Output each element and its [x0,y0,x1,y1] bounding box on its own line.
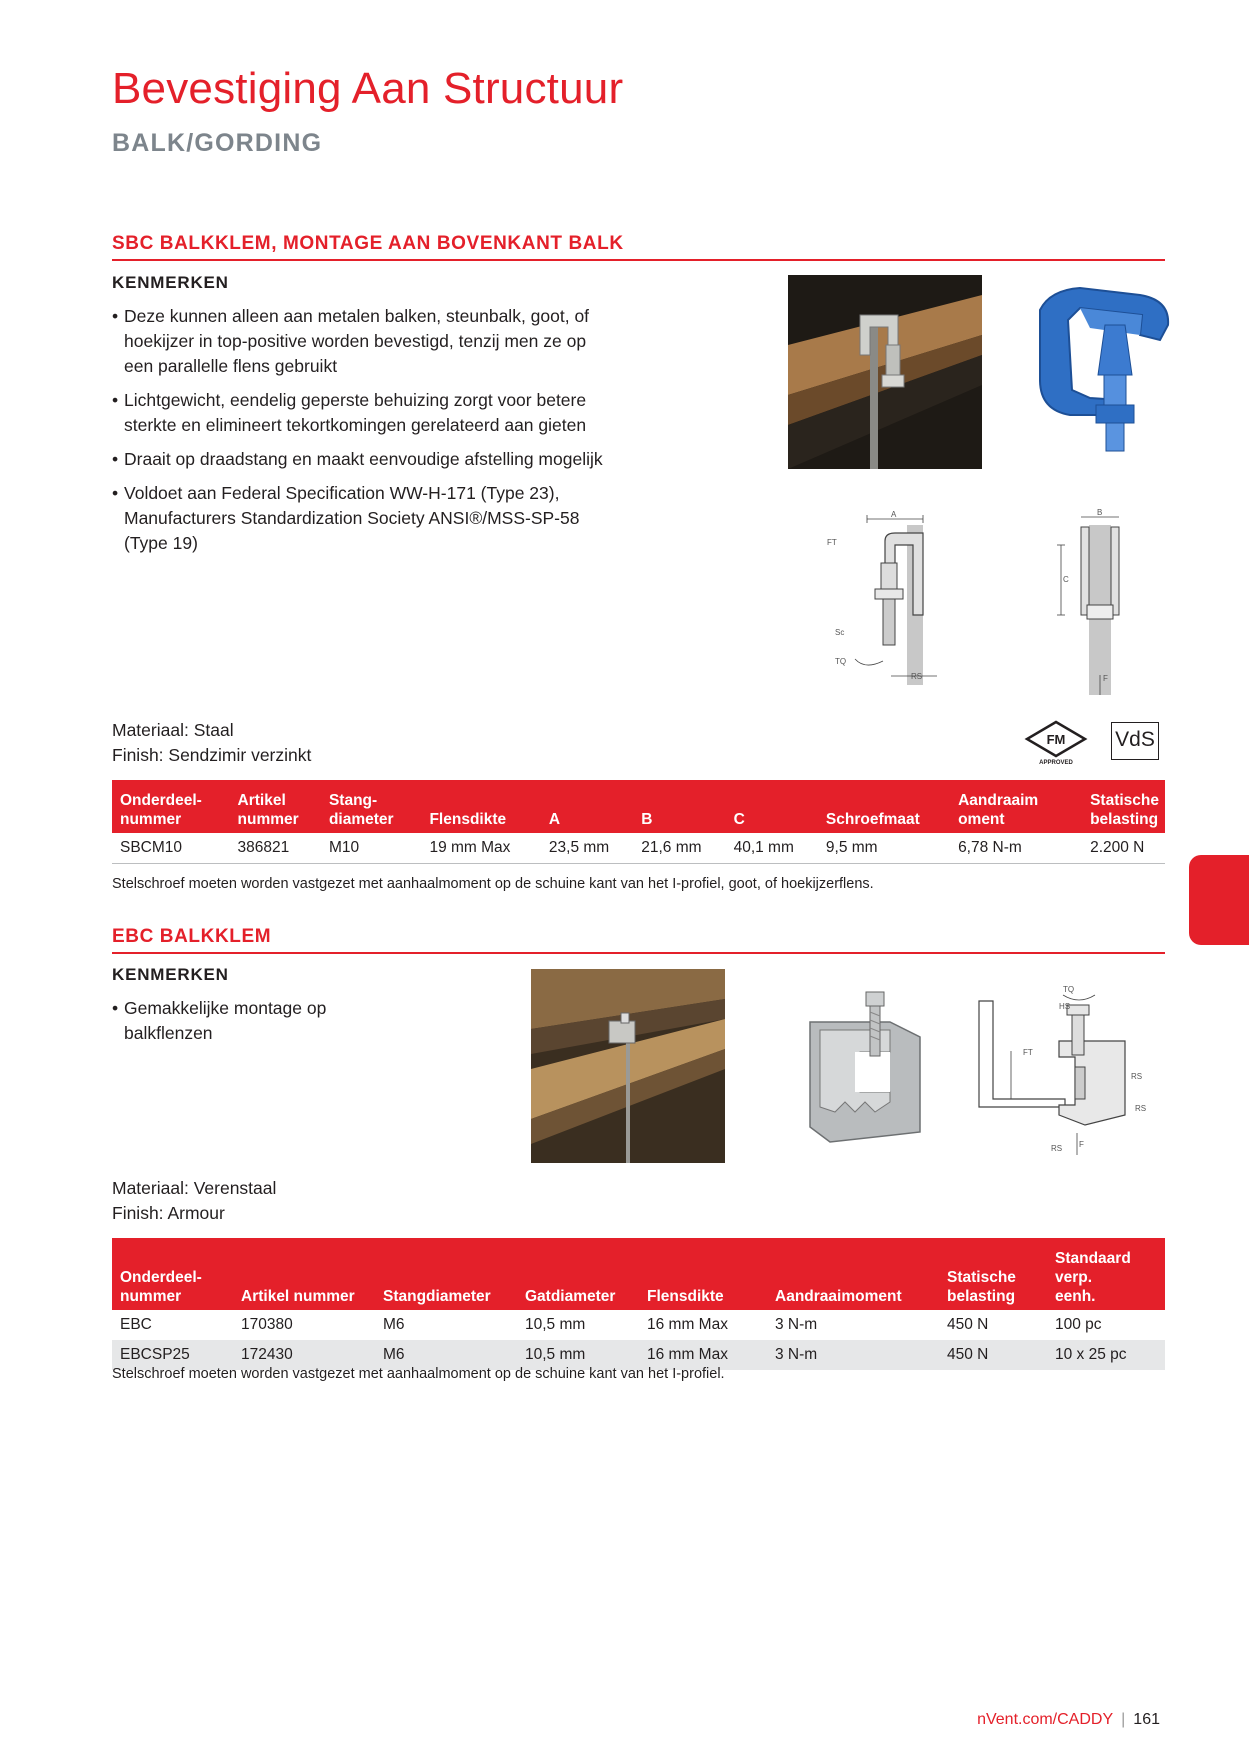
table-cell: 2.200 N [1082,833,1165,864]
table-cell: 3 N-m [767,1340,939,1370]
sbc-col-header: A [541,780,633,833]
ebc-col-header: Gatdiameter [517,1238,639,1310]
sbc-product-photo [1030,280,1180,455]
table-cell: 40,1 mm [726,833,818,864]
ebc-dim-label-rs-1: RS [1131,1072,1143,1081]
table-cell: 10,5 mm [517,1340,639,1370]
ebc-col-header: Statische belasting [939,1238,1047,1310]
table-cell: 450 N [947,1316,989,1333]
sbc-table-header-row [112,780,1165,833]
table-cell: M10 [321,833,422,864]
ebc-col-header: Standaard verp. eenh. [1047,1238,1165,1310]
sbc-col-header: Artikel nummer [230,780,321,833]
sbc-dim-label-sc: Sc [835,628,845,637]
table-row [112,1310,1165,1340]
sbc-feature-item: • Draait op draadstang en maakt eenvoudige afstelling mogelijk [112,447,612,472]
section-side-tab [1189,855,1249,945]
table-row [112,833,1165,864]
sbc-heading: SBC BALKKLEM, MONTAGE AAN BOVENKANT BALK [112,233,624,254]
footer-separator: | [1121,1711,1126,1728]
sbc-feature-item: • Deze kunnen alleen aan metalen balken, steunbalk, goot, of hoekijzer in top-positive worden bevestigd, tenzij men ze op een parallelle flens gebruikt [112,304,612,379]
sbc-dim-label-ft: FT [827,538,837,547]
table-cell: SBCM10 [112,833,230,864]
table-cell: 3 N-m [775,1316,818,1333]
ebc-dim-label-hs: HS [1059,1002,1071,1011]
ebc-dim-label-rs-3: RS [1051,1144,1063,1153]
sbc-heading-rule [112,259,1165,261]
fm-approved-logo [1025,720,1087,766]
ebc-features-heading: KENMERKEN [112,965,229,984]
ebc-finish: Finish: Armour [112,1203,225,1223]
sbc-dim-label-tq: TQ [835,657,847,666]
sbc-col-header: Schroefmaat [818,780,950,833]
ebc-dim-label-ft: FT [1023,1048,1033,1057]
table-cell: 170380 [241,1316,293,1333]
table-cell: 16 mm Max [639,1340,767,1370]
sbc-feature-item: • Voldoet aan Federal Specification WW-H-171 (Type 23), Manufacturers Standardization Society ANSI®/MSS-SP-58 (Type 19) [112,481,612,556]
sbc-dim-label-rs: RS [911,672,923,681]
sbc-dim-label-b: B [1097,508,1103,517]
table-cell: 386821 [230,833,321,864]
ebc-col-header: Flensdikte [639,1238,767,1310]
sbc-features-heading: KENMERKEN [112,273,229,292]
ebc-feature-list [112,996,327,1055]
ebc-material: Materiaal: Verenstaal [112,1178,277,1198]
table-cell: 16 mm Max [647,1316,728,1333]
ebc-table-header-row [112,1238,1165,1310]
sbc-col-header: Stang- diameter [321,780,422,833]
sbc-col-header: Aandraaim oment [950,780,1082,833]
table-cell: 19 mm Max [421,833,540,864]
sbc-col-header: Statische belasting [1082,780,1165,833]
sbc-col-header: Flensdikte [421,780,540,833]
sbc-feature-list [112,304,612,565]
ebc-col-header: Onderdeel- nummer [112,1238,233,1310]
vds-logo: VdS [1111,722,1159,760]
footer-site-link[interactable]: nVent.com/CADDY [977,1711,1114,1728]
table-cell: 172430 [233,1340,375,1370]
table-cell: M6 [375,1340,517,1370]
ebc-dim-label-tq: TQ [1063,985,1075,994]
table-cell: 10,5 mm [525,1316,586,1333]
sbc-dimension-drawing-side [825,505,955,685]
table-cell: 10 x 25 pc [1047,1340,1165,1370]
fm-logo-text: FM [1046,732,1066,747]
sbc-finish: Finish: Sendzimir verzinkt [112,745,312,765]
ebc-spec-table [112,1238,1165,1370]
ebc-col-header: Stangdiameter [375,1238,517,1310]
sbc-col-header: Onderdeel- nummer [112,780,230,833]
page-subtitle: BALK/GORDING [112,129,323,157]
ebc-installation-photo [531,969,725,1163]
table-cell: 9,5 mm [818,833,950,864]
ebc-product-photo [790,982,940,1152]
sbc-spec-table [112,780,1165,864]
ebc-heading: EBC BALKKLEM [112,926,272,947]
page-title: Bevestiging Aan Structuur [112,64,624,113]
fm-logo-subtext: APPROVED [1039,760,1073,766]
sbc-dim-label-a: A [891,510,897,519]
table-cell: 23,5 mm [541,833,633,864]
table-cell: EBCSP25 [112,1340,233,1370]
table-cell: 100 pc [1055,1316,1102,1333]
ebc-dim-label-rs-2: RS [1135,1104,1147,1113]
sbc-material: Materiaal: Staal [112,720,234,740]
table-cell: 450 N [939,1340,1047,1370]
table-cell: M6 [383,1316,405,1333]
sbc-dim-label-c: C [1063,575,1069,584]
table-cell: 21,6 mm [633,833,725,864]
sbc-dim-label-f: F [1103,674,1108,683]
ebc-col-header: Aandraaimoment [767,1238,939,1310]
table-cell: EBC [120,1316,152,1333]
ebc-feature-item: • Gemakkelijke montage op balkflenzen [112,996,327,1046]
sbc-note: Stelschroef moeten worden vastgezet met aanhaalmoment op de schuine kant van het I-profiel, goot, of hoekijzerflens. [112,876,874,892]
ebc-dimension-drawing [975,975,1145,1155]
ebc-dim-label-f: F [1079,1140,1084,1149]
sbc-col-header: C [726,780,818,833]
ebc-heading-rule [112,952,1165,954]
page-number: 161 [1133,1711,1160,1728]
sbc-col-header: B [633,780,725,833]
sbc-dimension-drawing-front [1045,505,1155,695]
ebc-col-header: Artikel nummer [233,1238,375,1310]
ebc-note: Stelschroef moeten worden vastgezet met aanhaalmoment op de schuine kant van het I-profiel. [112,1366,725,1382]
sbc-installation-photo [788,275,982,469]
sbc-feature-item: • Lichtgewicht, eendelig geperste behuizing zorgt voor betere sterkte en elimineert tekortkomingen gerelateerd aan gieten [112,388,612,438]
page-footer [977,1711,1160,1729]
table-cell: 6,78 N-m [950,833,1082,864]
